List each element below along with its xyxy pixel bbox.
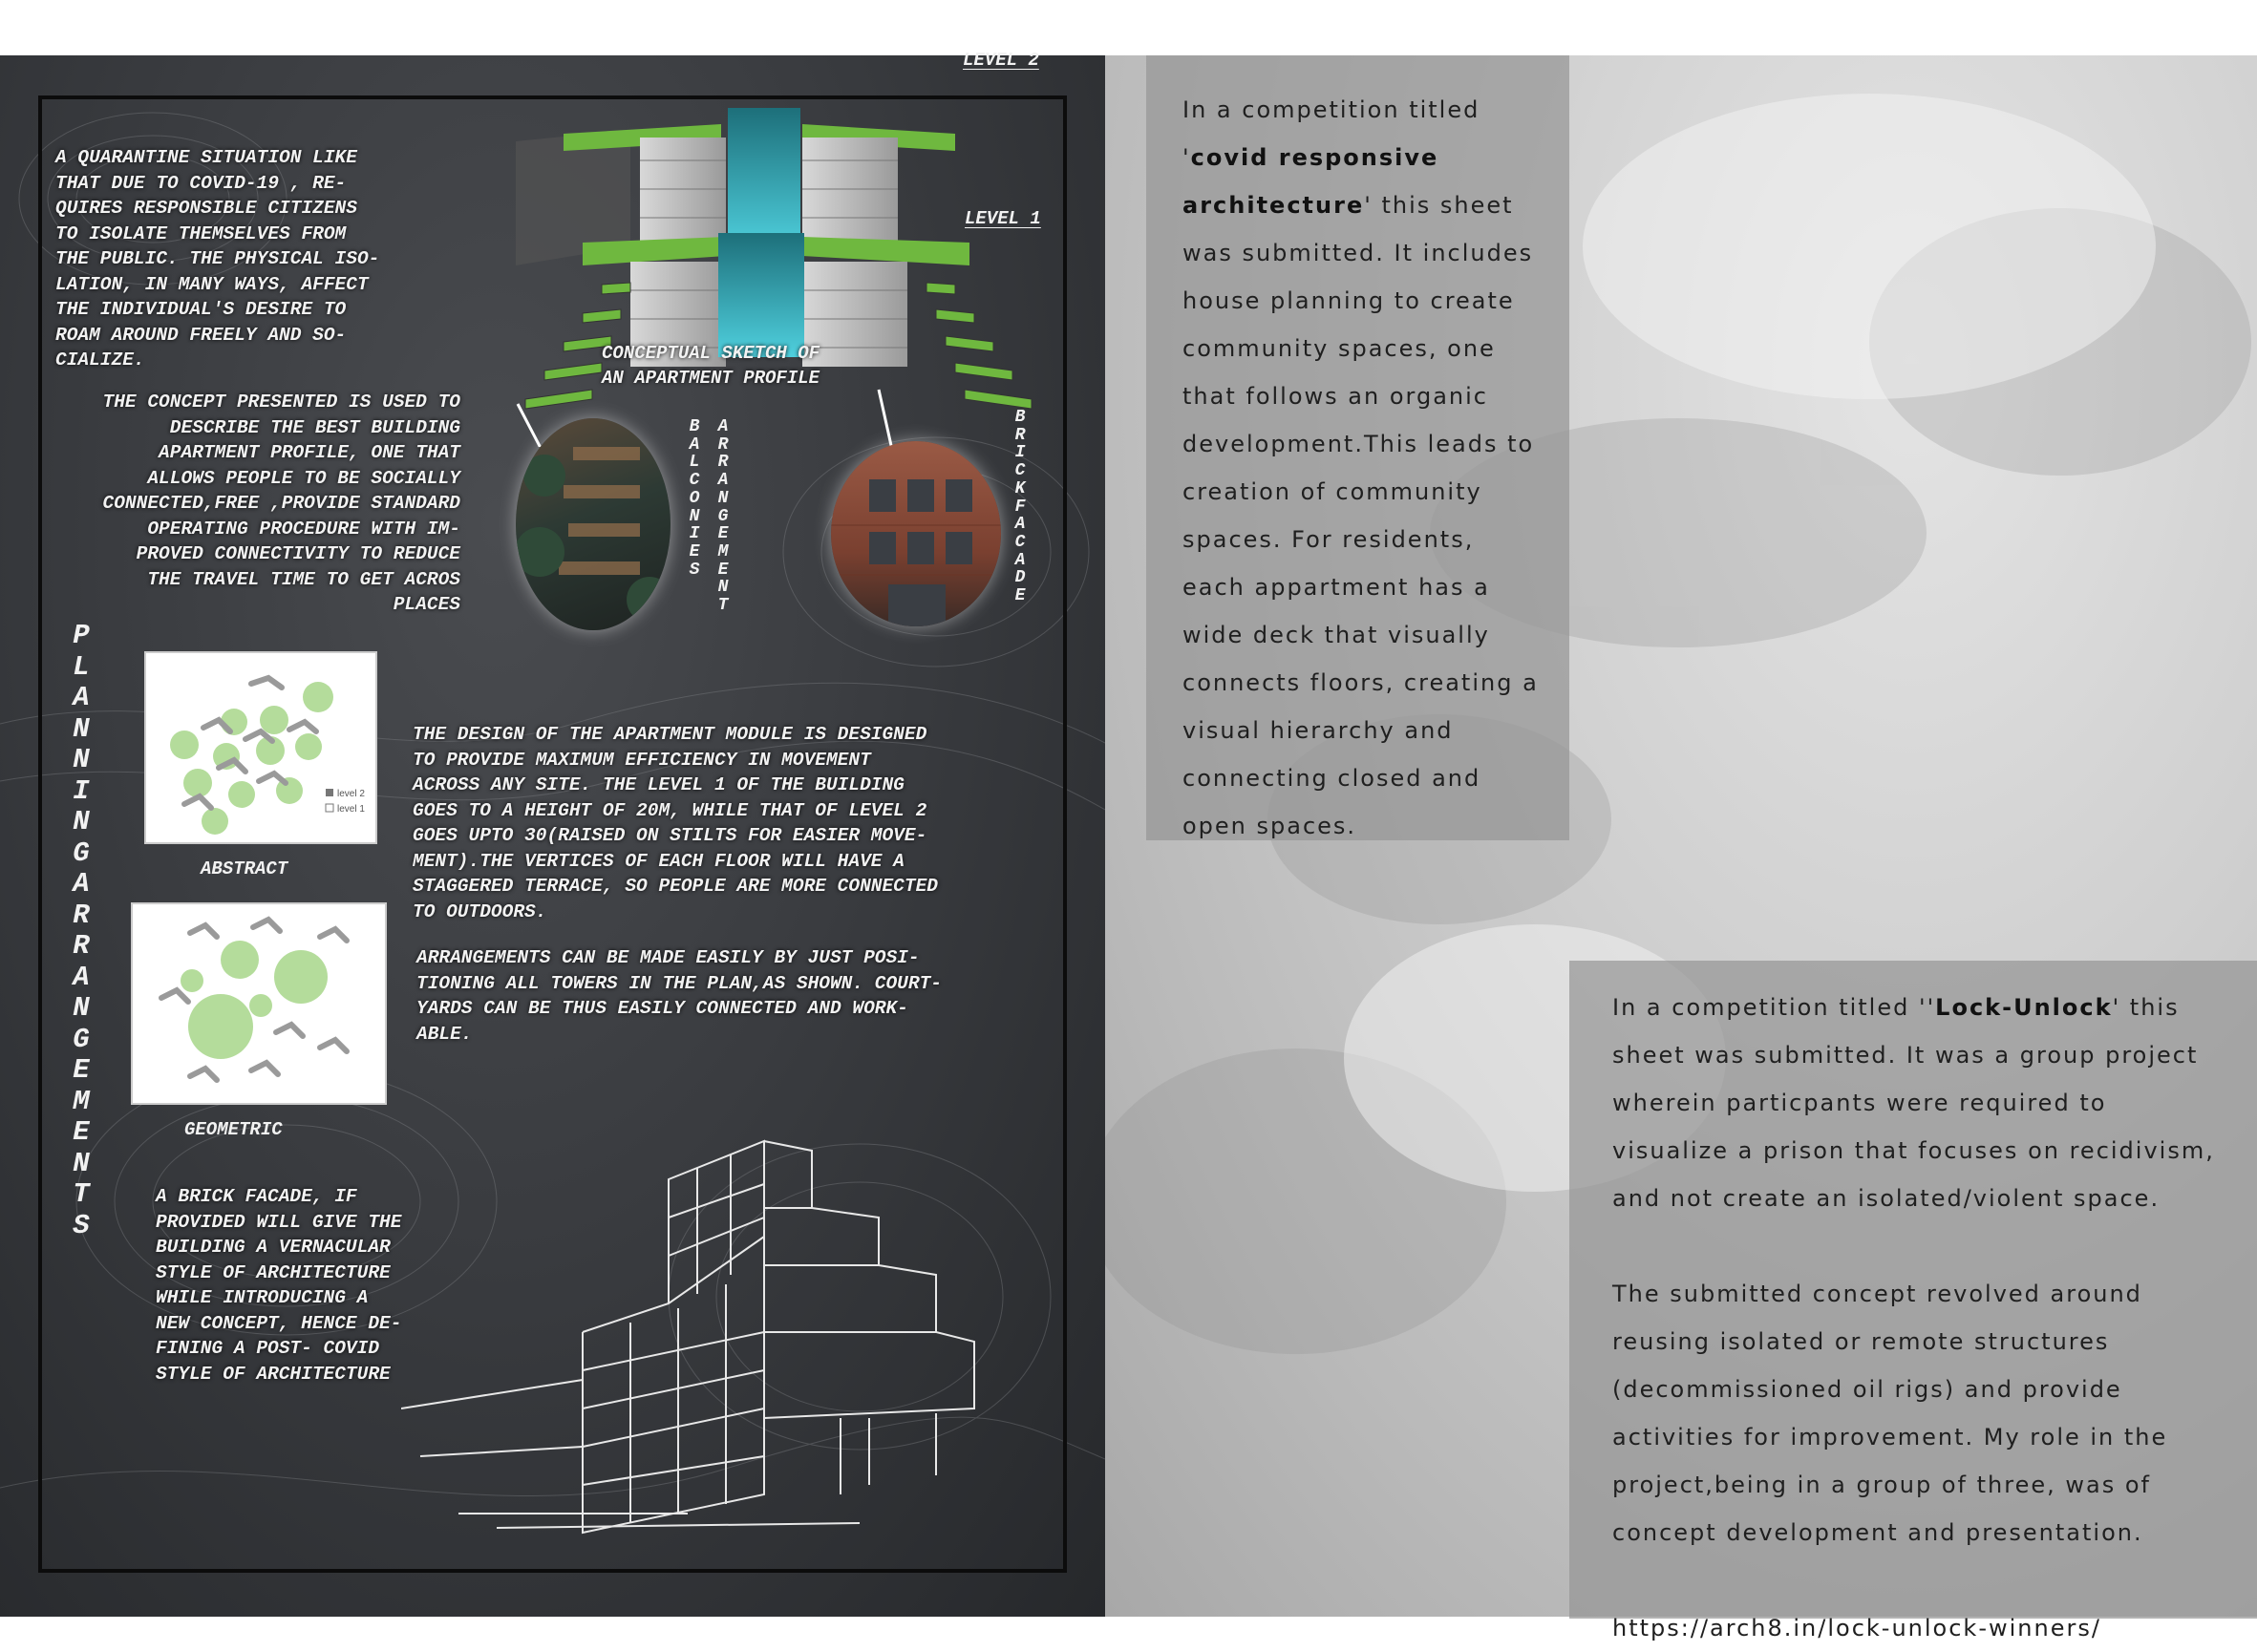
lock-intro-text: In a competition titled '' <box>1612 994 1936 1021</box>
covid-quote-open: ' <box>1182 144 1191 171</box>
geometric-label: GEOMETRIC <box>184 1119 283 1140</box>
arrangements-paragraph: ARRANGEMENTS CAN BE MADE EASILY BY JUST POSI- TIONING ALL TOWERS IN THE PLAN,AS SHOWN. COURT- YARDS CAN BE THUS EASILY CONNECTED AND WORK- ABLE. <box>416 947 942 1045</box>
sketch-caption: CONCEPTUAL SKETCH OF AN APARTMENT PROFILE <box>602 343 820 389</box>
covid-competition-name: covid responsive architecture <box>1182 144 1439 219</box>
abstract-label: ABSTRACT <box>201 858 288 879</box>
lock-unlock-description <box>1612 984 2224 1652</box>
level1-label: LEVEL 1 <box>965 208 1041 229</box>
brick-facade-perspective-sketch <box>401 1093 1012 1542</box>
balconies-photo <box>516 418 671 630</box>
intro-paragraph: A QUARANTINE SITUATION LIKE THAT DUE TO COVID-19 , RE- QUIRES RESPONSIBLE CITIZENS TO ISOLATE THEMSELVES FROM THE PUBLIC. THE PHYSICAL ISO- LATION, IN MANY WAYS, AFFECT THE INDIVIDUAL'S DESIRE TO ROAM AROUND FREELY AND SO- CIALIZE. <box>55 147 380 371</box>
brick-facade-paragraph: A BRICK FACADE, IF PROVIDED WILL GIVE THE BUILDING A VERNACULAR STYLE OF ARCHITECTURE WHILE INTRODUCING A NEW CONCEPT, HENCE DE- FINING A POST- COVID STYLE OF ARCHITECTURE <box>156 1186 402 1385</box>
vertical-planning-label: PLANNING ARRANGEMENTS <box>73 620 90 1241</box>
lock-paragraph-1 <box>1612 984 2224 1222</box>
lock-competition-name: Lock-Unlock <box>1935 994 2113 1021</box>
vertical-arrangement-label: ARRANGEMENT <box>717 417 729 616</box>
abstract-plan-diagram <box>144 651 377 844</box>
apartment-profile-sketch <box>487 103 1060 447</box>
concept-paragraph: THE CONCEPT PRESENTED IS USED TO DESCRIBE THE BEST BUILDING APARTMENT PROFILE, ONE THAT ALLOWS PEOPLE TO BE SOCIALLY CONNECTED,FREE ,PROVIDE STANDARD OPERATING PROCEDURE WITH IM- PROVED CONNECTIVITY TO REDUCE THE TRAVEL TIME TO GET ACROS PLACES <box>102 392 460 615</box>
lock-unlock-link[interactable]: https://arch8.in/lock-unlock-winners/ <box>1612 1615 2101 1641</box>
vertical-brick-facade-label: BRICK FACADE <box>1014 408 1026 606</box>
module-paragraph: THE DESIGN OF THE APARTMENT MODULE IS DESIGNED TO PROVIDE MAXIMUM EFFICIENCY IN MOVEMENT ACROSS ANY SITE. THE LEVEL 1 OF THE BUILDING GOES TO A HEIGHT OF 20M, WHILE THAT OF LEVEL 2 GOES UPTO 30(RAISED ON STILTS FOR EASIER MOVE- MENT).THE VERTICES OF EACH FLOOR WILL HAVE A STAGGERED TERRACE, SO PEOPLE ARE MORE CONNECTED TO OUTDOORS. <box>413 724 938 922</box>
brick-facade-photo <box>831 441 1001 626</box>
covid-intro-text: In a competition titled <box>1182 96 1480 123</box>
covid-body-text: ' this sheet was submitted. It includes house planning to create community spaces, one that follows an organic development.This leads to creation of community spaces. For residents, each appartment has a wide deck that visually connects floors, creating a visual hierarchy and connecting closed and open spaces. <box>1182 192 1539 839</box>
vertical-balconies-label: BALCONIES <box>689 417 700 580</box>
level2-label: LEVEL 2 <box>963 50 1039 71</box>
lock-paragraph-2: The submitted concept revolved around reusing isolated or remote structures (decommissioned oil rigs) and provide activities for improvement. My role in the project,being in a group of three, was of concept development and presentation. <box>1612 1281 2168 1546</box>
geometric-plan-diagram <box>131 902 387 1105</box>
covid-description <box>1182 86 1545 850</box>
lock-body-text: ' this sheet was submitted. It was a group project wherein particpants were required to visualize a prison that focuses on recidivism, and not create an isolated/violent space. <box>1612 994 2215 1212</box>
legend-level2: level 2 <box>337 789 365 799</box>
legend-level1: level 1 <box>337 804 365 815</box>
